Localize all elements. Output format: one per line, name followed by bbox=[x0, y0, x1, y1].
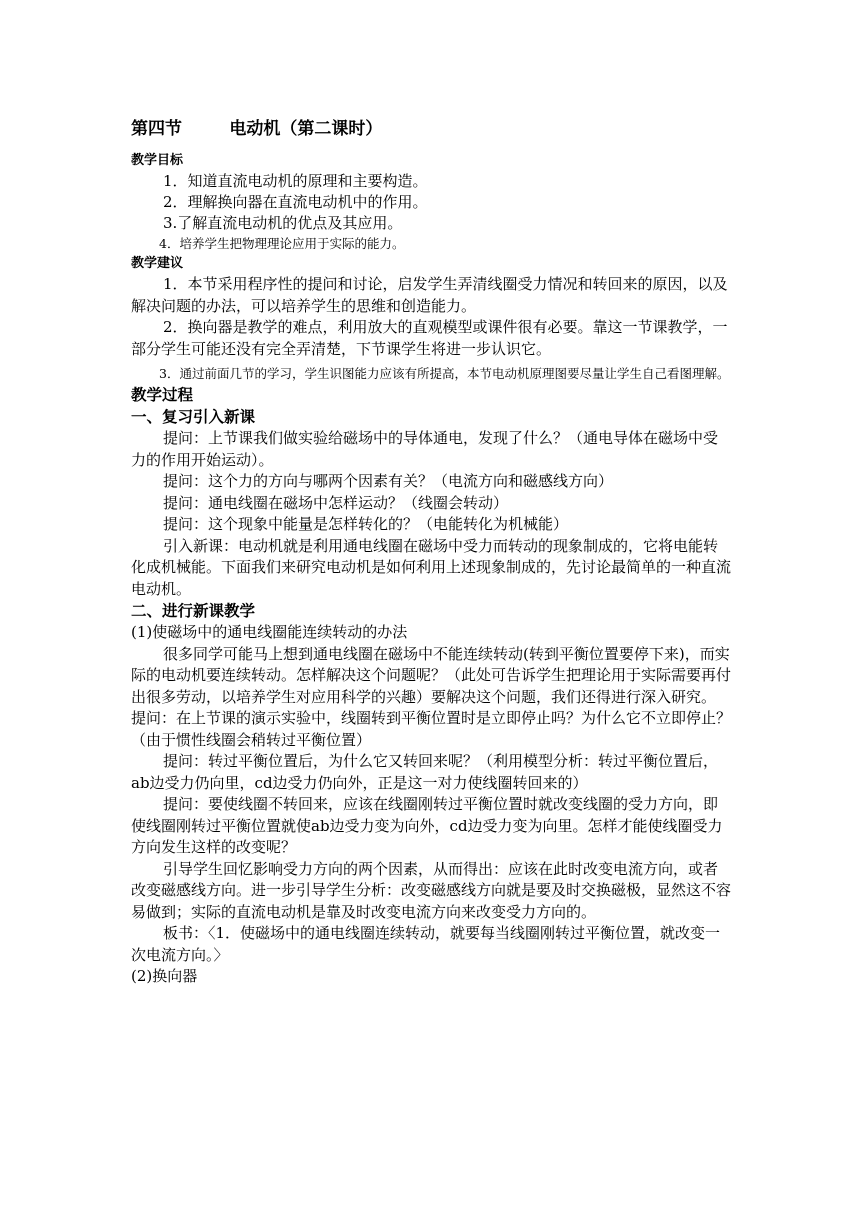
process-heading: 教学过程 bbox=[131, 386, 194, 404]
section2-paragraph: 很多同学可能马上想到通电线圈在磁场中不能连续转动(转到平衡位置要停下来)，而实际的电动机要连续转动。怎样解决这个问题呢？（此处可告诉学生把理论用于实际需要再付出很多劳动，以培养学生对应用科学的兴趣）要解决这个问题，我们还得进行深入研究。 bbox=[131, 644, 732, 706]
section1-paragraph: 提问：上节课我们做实验给磁场中的导体通电，发现了什么？（通电导体在磁场中受力的作用开始运动）。 bbox=[131, 429, 719, 469]
objective-item: 2．理解换向器在直流电动机中的作用。 bbox=[163, 193, 428, 211]
suggestion-item: 2．换向器是教学的难点，利用放大的直观模型或课件很有必要。靠这一节课教学，一部分学生可能还没有完全弄清楚，下节课学生将进一步认识它。 bbox=[131, 318, 728, 358]
suggestions-heading: 教学建议 bbox=[131, 256, 184, 271]
section1-paragraph: 提问：这个现象中能量是怎样转化的？（电能转化为机械能） bbox=[163, 515, 569, 533]
objectives-heading: 教学目标 bbox=[131, 153, 184, 168]
section1-heading: 一、复习引入新课 bbox=[131, 408, 256, 426]
section2-paragraph: 引导学生回忆影响受力方向的两个因素，从而得出：应该在此时改变电流方向，或者改变磁感线方向。进一步引导学生分析：改变磁感线方向就是要及时交换磁极，显然这不容易做到；实际的直流电动机是靠及时改变电流方向来改变受力方向的。 bbox=[131, 859, 732, 921]
page-title: 第四节 电动机（第二课时） bbox=[131, 119, 383, 139]
section2-paragraph: 提问：要使线圈不转回来，应该在线圈刚转过平衡位置时就改变线圈的受力方向，即使线圈刚转过平衡位置就使ab边受力变为向外，cd边受力变为向里。怎样才能使线圈受力方向发生这样的改变呢？ bbox=[131, 795, 723, 856]
section1-paragraph: 引入新课：电动机就是利用通电线圈在磁场中受力而转动的现象制成的，它将电能转化成机械能。下面我们来研究电动机是如何利用上述现象制成的，先讨论最简单的一种直流电动机。 bbox=[131, 536, 732, 598]
board-note: 板书：〈1．使磁场中的通电线圈连续转动，就要每当线圈刚转过平衡位置，就改变一次电流方向。〉 bbox=[131, 924, 721, 964]
subsection1-heading: (1)使磁场中的通电线圈能连续转动的办法 bbox=[131, 623, 408, 641]
objective-item: 4．培养学生把物理理论应用于实际的能力。 bbox=[159, 236, 405, 251]
section2-paragraph: 提问：转过平衡位置后，为什么它又转回来呢？（利用模型分析：转过平衡位置后，ab边受力仍向里，cd边受力仍向外，正是这一对力使线圈转回来的） bbox=[131, 752, 719, 792]
suggestion-item: 3．通过前面几节的学习，学生识图能力应该有所提高，本节电动机原理图要尽量让学生自己看图理解。 bbox=[159, 366, 730, 381]
section1-paragraph: 提问：这个力的方向与哪两个因素有关？（电流方向和磁感线方向） bbox=[163, 472, 614, 490]
subsection2-heading: (2)换向器 bbox=[131, 967, 198, 985]
section2-paragraph: 提问：在上节课的演示实验中，线圈转到平衡位置时是立即停止吗？为什么它不立即停止？（由于惯性线圈会稍转过平衡位置） bbox=[131, 709, 732, 749]
suggestion-item: 1．本节采用程序性的提问和讨论，启发学生弄清线圈受力情况和转回来的原因，以及解决问题的办法，可以培养学生的思维和创造能力。 bbox=[131, 275, 728, 315]
objective-item: 3.了解直流电动机的优点及其应用。 bbox=[163, 214, 403, 232]
section2-heading: 二、进行新课教学 bbox=[131, 602, 256, 620]
section1-paragraph: 提问：通电线圈在磁场中怎样运动？（线圈会转动） bbox=[163, 493, 509, 512]
objective-item: 1．知道直流电动机的原理和主要构造。 bbox=[163, 172, 428, 190]
document-body bbox=[131, 117, 731, 988]
